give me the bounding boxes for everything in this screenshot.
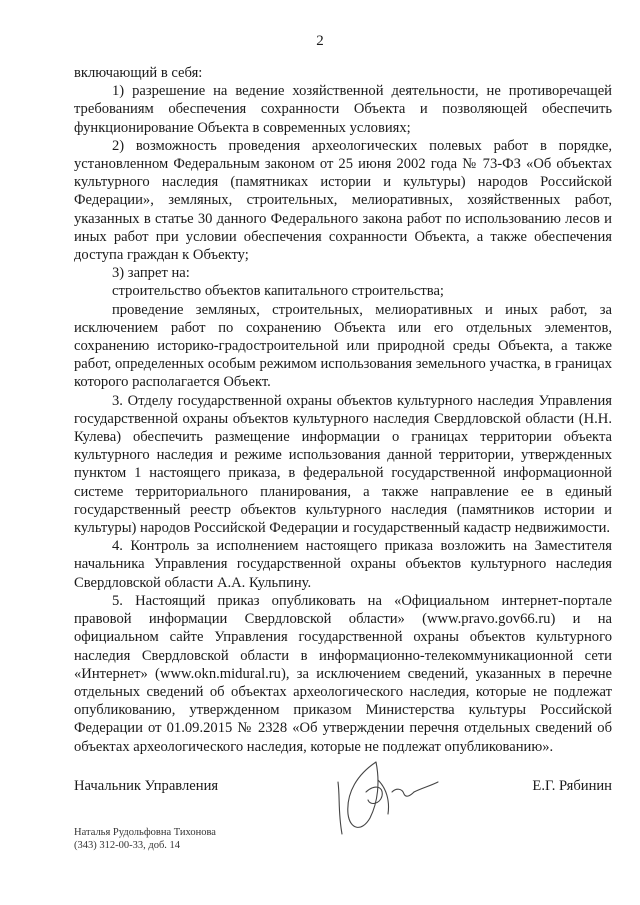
paragraph: 3. Отделу государственной охраны объектов культурного наследия Управления государственной охраны объектов культурного наследия Свердловской области (Н.Н. Кулева) обеспечить размещение информации о границах территории объекта культурного наследия и режиме использования данной территории, утвержденных пунктом 1 настоящего приказа, в федеральной государственной информационной системе территориального планирования, а также направление ее в единый государственный реестр объектов культурного наследия (памятников истории и культуры) народов Российской Федерации и государственный кадастр недвижимости. bbox=[74, 392, 612, 537]
executor-info bbox=[74, 826, 216, 852]
paragraph: включающий в себя: bbox=[74, 65, 203, 81]
paragraph: 4. Контроль за исполнением настоящего приказа возложить на Заместителя начальника Управления государственной охраны объектов культурного наследия Свердловской области А.А. Кульпину. bbox=[74, 538, 612, 591]
paragraph: проведение земляных, строительных, мелиоративных и иных работ, за исключением работ по сохранению Объекта или его отдельных элементов, сохранению историко-градостроительной или природной среды Объекта, а также работ, определенных особым режимом использования земельного участка, в границах которого располагается Объект. bbox=[74, 301, 612, 391]
page-number: 2 bbox=[316, 33, 324, 49]
handwritten-signature bbox=[318, 752, 448, 842]
paragraph: строительство объектов капитального строительства; bbox=[112, 283, 444, 300]
signatory-name: Е.Г. Рябинин bbox=[532, 778, 612, 794]
executor-name: Наталья Рудольфовна Тихонова bbox=[74, 827, 216, 838]
paragraph: 1) разрешение на ведение хозяйственной деятельности, не противоречащей требованиям обеспечения сохранности Объекта и позволяющей обеспечить функционирование Объекта в современных условиях; bbox=[74, 83, 612, 136]
paragraph: 5. Настоящий приказ опубликовать на «Официальном интернет-портале правовой информации Свердловской области» (www.pravo.gov66.ru) и на официальном сайте Управления государственной охраны объектов культурного наследия Свердловской области в информационно-телекоммуникационной сети «Интернет» (www.okn.midural.ru), за исключением сведений, указанных в перечне отдельных сведений об объектах археологического наследия, которые не подлежат опубликованию, утвержденном приказом Министерства культуры Российской Федерации от 01.09.2015 № 2328 «Об утверждении перечня отдельных сведений об объектах археологического наследия, которые не подлежат опубликованию». bbox=[74, 592, 612, 755]
signatory-title: Начальник Управления bbox=[74, 778, 219, 794]
executor-phone: (343) 312-00-33, доб. 14 bbox=[74, 840, 181, 851]
paragraph: 3) запрет на: bbox=[112, 265, 190, 282]
paragraph: 2) возможность проведения археологических полевых работ в порядке, установленном Федеральным законом от 25 июня 2002 года № 73-ФЗ «Об объектах культурного наследия (памятниках истории и культуры) народов Российской Федерации», земляных, строительных, мелиоративных, хозяйственных работ, указанных в статье 30 данного Федерального закона работ по использованию лесов и иных работ при условии обеспечения сохранности Объекта, а также обеспечения доступа граждан к Объекту; bbox=[74, 137, 612, 264]
document-body bbox=[74, 64, 612, 756]
